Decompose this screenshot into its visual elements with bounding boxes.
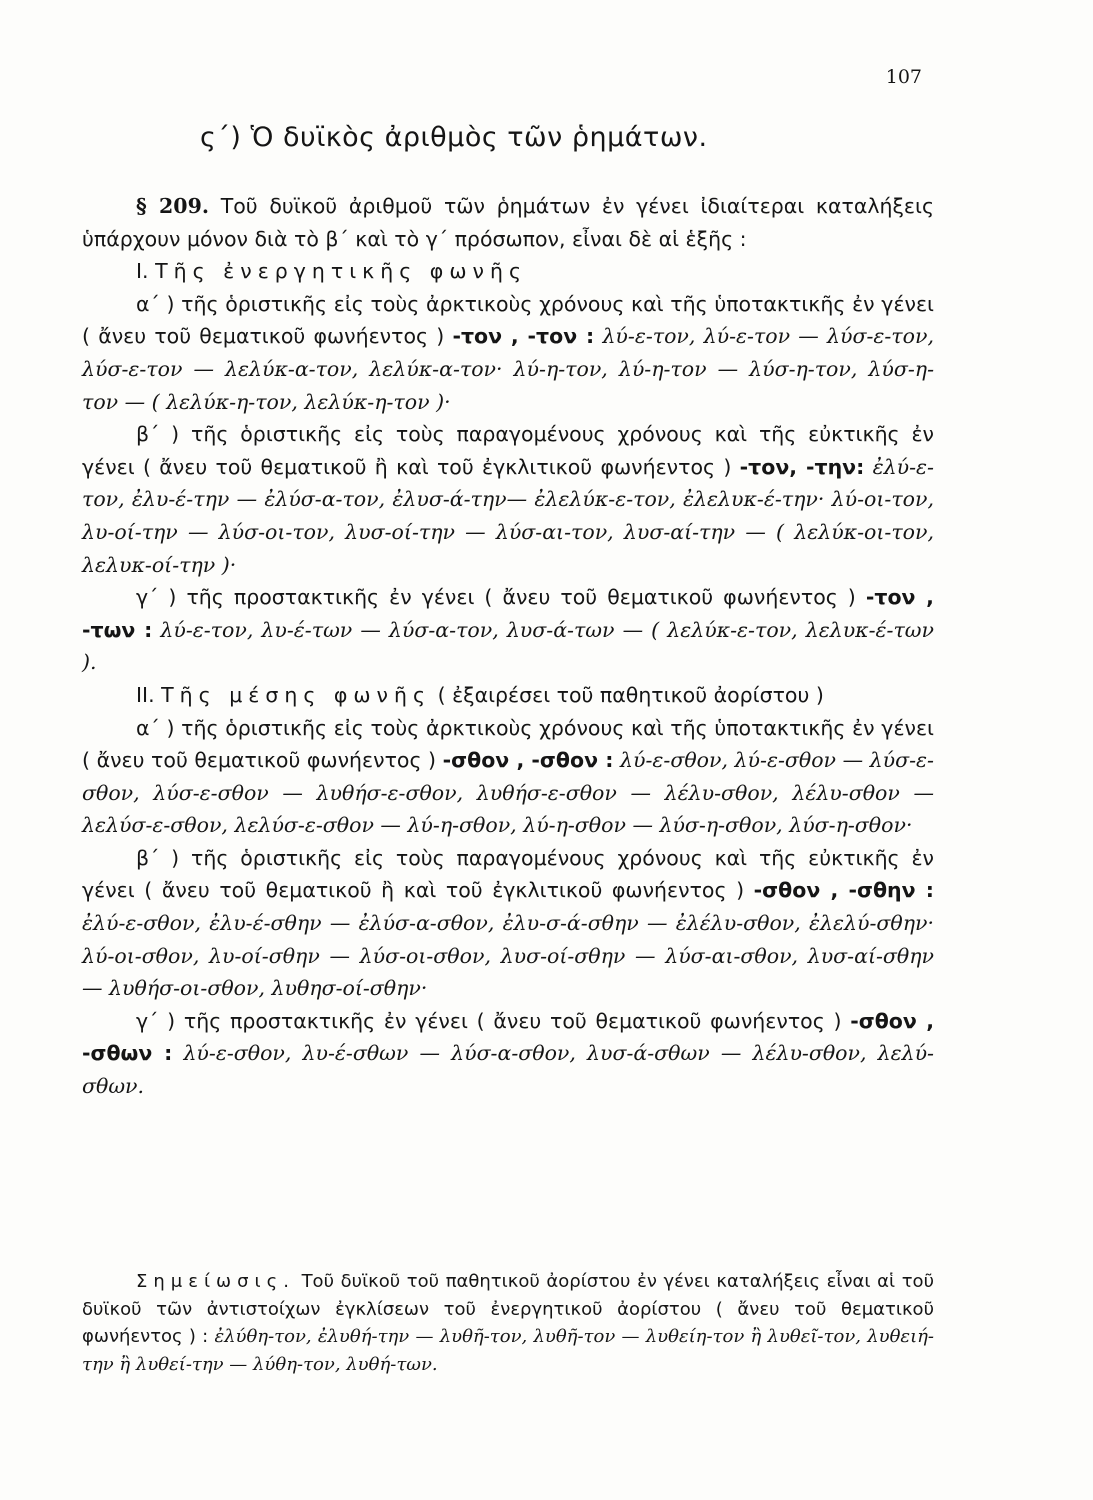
verb-forms: λύ-ε-τον, λύ-ε-τον — λύσ-ε-τον, λύσ-ε-τον — λελύκ-α-τον, λελύκ-α-τον· λύ-η-τον, λύ-η-τον — λύσ-η-τον, λύσ-η-τον — ( λελύκ-η-τον, λελύκ-η-τον )· — [82, 324, 934, 414]
item-label: β΄ ) — [136, 845, 180, 870]
part-numeral: I. — [136, 259, 149, 284]
item-text: τῆς ὁριστικῆς εἰς τοὺς ἀρκτικοὺς χρόνους καὶ τῆς ὑποτακτικῆς ἐν γένει ( ἄνευ τοῦ θεματικοῦ φωνήεντος ) — [82, 715, 934, 773]
item-text: τῆς ὁριστικῆς εἰς τοὺς ἀρκτικοὺς χρόνους καὶ τῆς ὑποτακτικῆς ἐν γένει ( ἄνευ τοῦ θεματικοῦ φωνήεντος ) — [82, 291, 934, 349]
page-number: 107 — [885, 66, 922, 88]
item-text: τῆς ὁριστικῆς εἰς τοὺς παραγομένους χρόνους καὶ τῆς εὐκτικῆς ἐν γένει ( ἄνευ τοῦ θεματικοῦ ἢ καὶ τοῦ ἐγκλιτικοῦ φωνήεντος ) — [82, 845, 934, 903]
part-numeral: II. — [136, 682, 155, 707]
chapter-heading: ς΄) Ὁ δυϊκὸς ἀριθμὸς τῶν ῥημάτων. — [200, 122, 708, 153]
main-text — [82, 190, 934, 1103]
part-title: Τῆς μέσης φωνῆς — [161, 682, 432, 707]
part-title-note: ( ἐξαιρέσει τοῦ παθητικοῦ ἀορίστου ) — [437, 682, 824, 707]
note-forms: ἐλύθη-τον, ἐλυθή-την — λυθῆ-τον, λυθῆ-τον — λυθείη-τον ἢ λυθεῖ-τον, λυθειή-την ἢ λυθεί-την — λύθη-τον, λυθή-των. — [82, 1326, 934, 1375]
paragraph-active-c — [82, 581, 934, 679]
section-text: Τοῦ δυϊκοῦ ἀριθμοῦ τῶν ῥημάτων ἐν γένει ἰδιαίτεραι καταλήξεις ὑπάρχουν μόνον διὰ τὸ β΄ καὶ τὸ γ΄ πρόσωπον, εἶναι δὲ αἱ ἑξῆς : — [82, 194, 934, 251]
verb-forms: λύ-ε-σθον, λυ-έ-σθων — λύσ-α-σθον, λυσ-ά-σθων — λέλυ-σθον, λελύ-σθων. — [82, 1041, 934, 1099]
ending-list: -σθον , -σθον : — [442, 748, 614, 773]
verb-forms: λύ-ε-τον, λυ-έ-των — λύσ-α-τον, λυσ-ά-των — ( λελύκ-ε-τον, λελυκ-έ-των ). — [82, 617, 934, 675]
section-number: § 209. — [136, 194, 209, 218]
note-text: Τοῦ δυϊκοῦ τοῦ παθητικοῦ ἀορίστου ἐν γένει καταλήξεις εἶναι αἱ τοῦ δυϊκοῦ τῶν ἀντιστοίχων ἐγκλίσεων τοῦ ἐνεργητικοῦ ἀορίστου ( ἄνευ τοῦ θεματικοῦ φωνήεντος ) : — [82, 1271, 934, 1347]
verb-forms: ἐλύ-ε-σθον, ἐλυ-έ-σθην — ἐλύσ-α-σθον, ἐλυ-σ-ά-σθην — ἐλέλυ-σθον, ἐλελύ-σθην· λύ-οι-σθον, λυ-οί-σθην — λύσ-οι-σθον, λυσ-οί-σθην — λύσ-αι-σθον, λυσ-αί-σθην — λυθήσ-οι-σθον, λυθησ-οί-σθην· — [82, 911, 934, 1001]
verb-forms: ἐλύ-ε-τον, ἐλυ-έ-την — ἐλύσ-α-τον, ἐλυσ-ά-την— ἐλελύκ-ε-τον, ἐλελυκ-έ-την· λύ-οι-τον, λυ-οί-την — λύσ-οι-τον, λυσ-οί-την — λύσ-αι-τον, λυσ-αί-την — ( λελύκ-οι-τον, λελυκ-οί-την )· — [82, 454, 934, 577]
ending-list: -σθον , -σθην : — [753, 878, 934, 903]
ending-list: -τον , -των : — [82, 585, 934, 642]
paragraph-middle-a — [82, 712, 934, 842]
item-text: τῆς ὁριστικῆς εἰς τοὺς παραγομένους χρόνους καὶ τῆς εὐκτικῆς ἐν γένει ( ἄνευ τοῦ θεματικοῦ ἢ καὶ τοῦ ἐγκλιτικοῦ φωνήεντος ) — [82, 422, 934, 479]
ending-list: -σθον , -σθων : — [82, 1008, 934, 1066]
part-title: Τῆς ἐνεργητικῆς φωνῆς — [155, 259, 527, 284]
verb-forms: λύ-ε-σθον, λύ-ε-σθον — λύσ-ε-σθον, λύσ-ε-σθον — λυθήσ-ε-σθον, λυθήσ-ε-σθον — λέλυ-σθον, λέλυ-σθον — λελύσ-ε-σθον, λελύσ-ε-σθον — λύ-η-σθον, λύ-η-σθον — λύσ-η-σθον, λύσ-η-σθον· — [82, 748, 934, 838]
item-text: τῆς προστακτικῆς ἐν γένει ( ἄνευ τοῦ θεματικοῦ φωνήεντος ) — [183, 1008, 842, 1033]
section-paragraph — [82, 190, 934, 255]
paragraph-active-b — [82, 418, 934, 581]
part-heading-active — [82, 255, 934, 288]
item-label: β΄ ) — [136, 422, 180, 447]
note-block — [82, 1268, 934, 1378]
item-label: γ΄ ) — [136, 585, 177, 610]
note-paragraph — [82, 1268, 934, 1378]
ending-list: -τον, -την: — [739, 454, 865, 479]
paragraph-middle-c — [82, 1005, 934, 1103]
item-label: α΄ ) — [136, 715, 175, 740]
item-label: γ΄ ) — [136, 1008, 176, 1033]
note-label: Σημείωσις. — [136, 1271, 295, 1292]
paragraph-active-a — [82, 288, 934, 418]
item-label: α΄ ) — [136, 291, 175, 316]
ending-list: -τον , -τον : — [452, 324, 595, 349]
item-text: τῆς προστακτικῆς ἐν γένει ( ἄνευ τοῦ θεματικοῦ φωνήεντος ) — [186, 585, 856, 610]
paragraph-middle-b — [82, 842, 934, 1005]
part-heading-middle — [82, 679, 934, 712]
